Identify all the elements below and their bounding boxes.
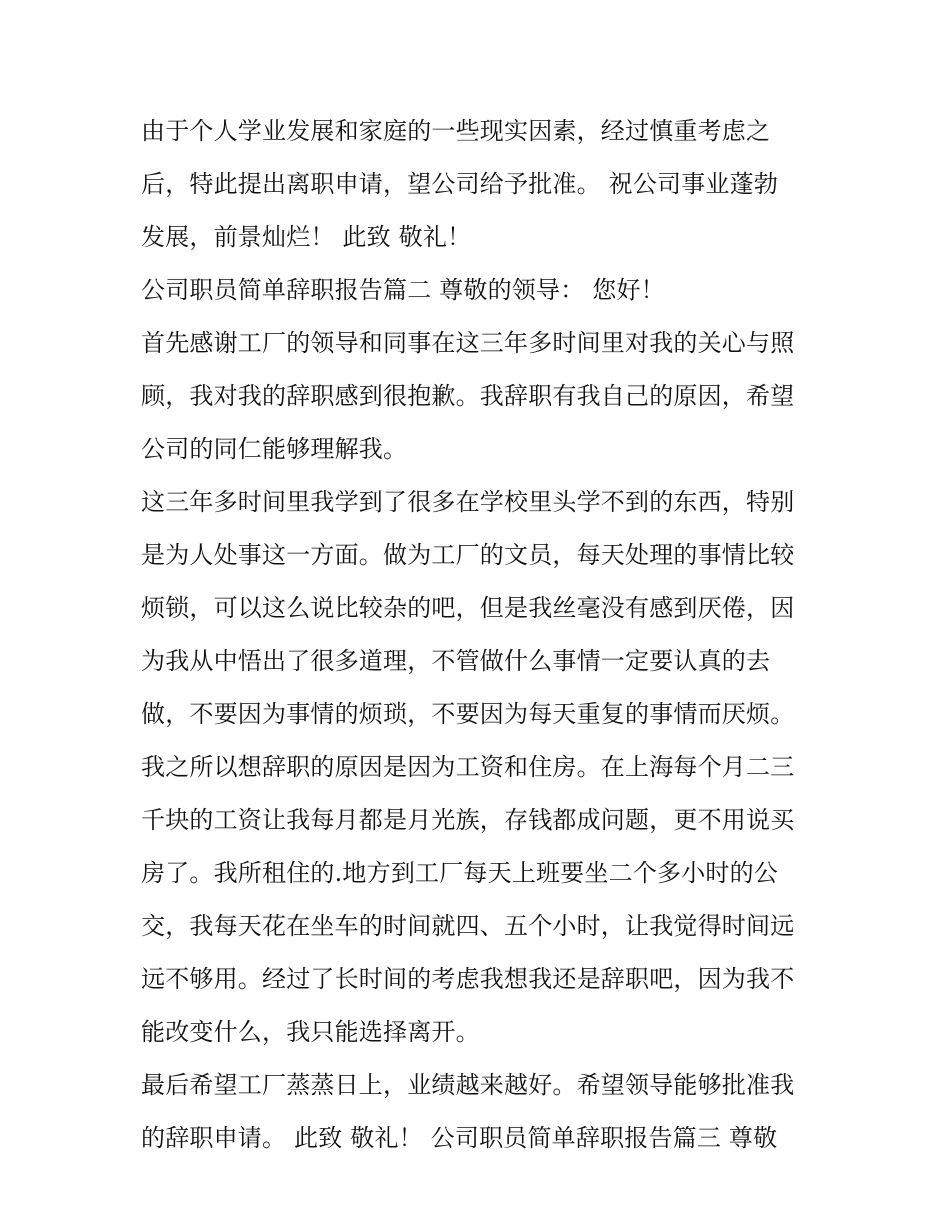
text-line: 公司的同仁能够理解我。 bbox=[141, 435, 408, 463]
text-line: 的辞职申请。 此致 敬礼！ 公司职员简单辞职报告篇三 尊敬 bbox=[141, 1124, 778, 1152]
text-line: 顾，我对我的辞职感到很抱歉。我辞职有我自己的原因，希望 bbox=[141, 382, 795, 410]
text-line: 远不够用。经过了长时间的考虑我想我还是辞职吧，因为我不 bbox=[141, 965, 795, 993]
text-line: 做，不要因为事情的烦琐，不要因为每天重复的事情而厌烦。 bbox=[141, 700, 795, 728]
text-line: 首先感谢工厂的领导和同事在这三年多时间里对我的关心与照 bbox=[141, 329, 795, 357]
text-line: 房了。我所租住的.地方到工厂每天上班要坐二个多小时的公 bbox=[141, 859, 779, 887]
text-line: 能改变什么，我只能选择离开。 bbox=[141, 1018, 480, 1046]
text-line: 是为人处事这一方面。做为工厂的文员，每天处理的事情比较 bbox=[141, 541, 795, 569]
text-line: 交，我每天花在坐车的时间就四、五个小时，让我觉得时间远 bbox=[141, 912, 795, 940]
text-line: 发展，前景灿烂！ 此致 敬礼！ bbox=[141, 223, 472, 251]
text-line: 后，特此提出离职申请，望公司给予批准。 祝公司事业蓬勃 bbox=[141, 170, 779, 198]
document-body bbox=[141, 105, 821, 1165]
text-line: 我之所以想辞职的原因是因为工资和住房。在上海每个月二三 bbox=[141, 753, 795, 781]
text-line: 最后希望工厂蒸蒸日上，业绩越来越好。希望领导能够批准我 bbox=[141, 1071, 795, 1099]
text-line: 烦锁，可以这么说比较杂的吧，但是我丝毫没有感到厌倦，因 bbox=[141, 594, 795, 622]
text-line: 千块的工资让我每月都是月光族，存钱都成问题，更不用说买 bbox=[141, 806, 795, 834]
text-line: 为我从中悟出了很多道理，不管做什么事情一定要认真的去 bbox=[141, 647, 771, 675]
text-line: 由于个人学业发展和家庭的一些现实因素，经过慎重考虑之 bbox=[141, 117, 771, 145]
text-line: 这三年多时间里我学到了很多在学校里头学不到的东西，特别 bbox=[141, 488, 795, 516]
section-heading-line: 公司职员简单辞职报告篇二 尊敬的领导： 您好！ bbox=[141, 276, 665, 304]
